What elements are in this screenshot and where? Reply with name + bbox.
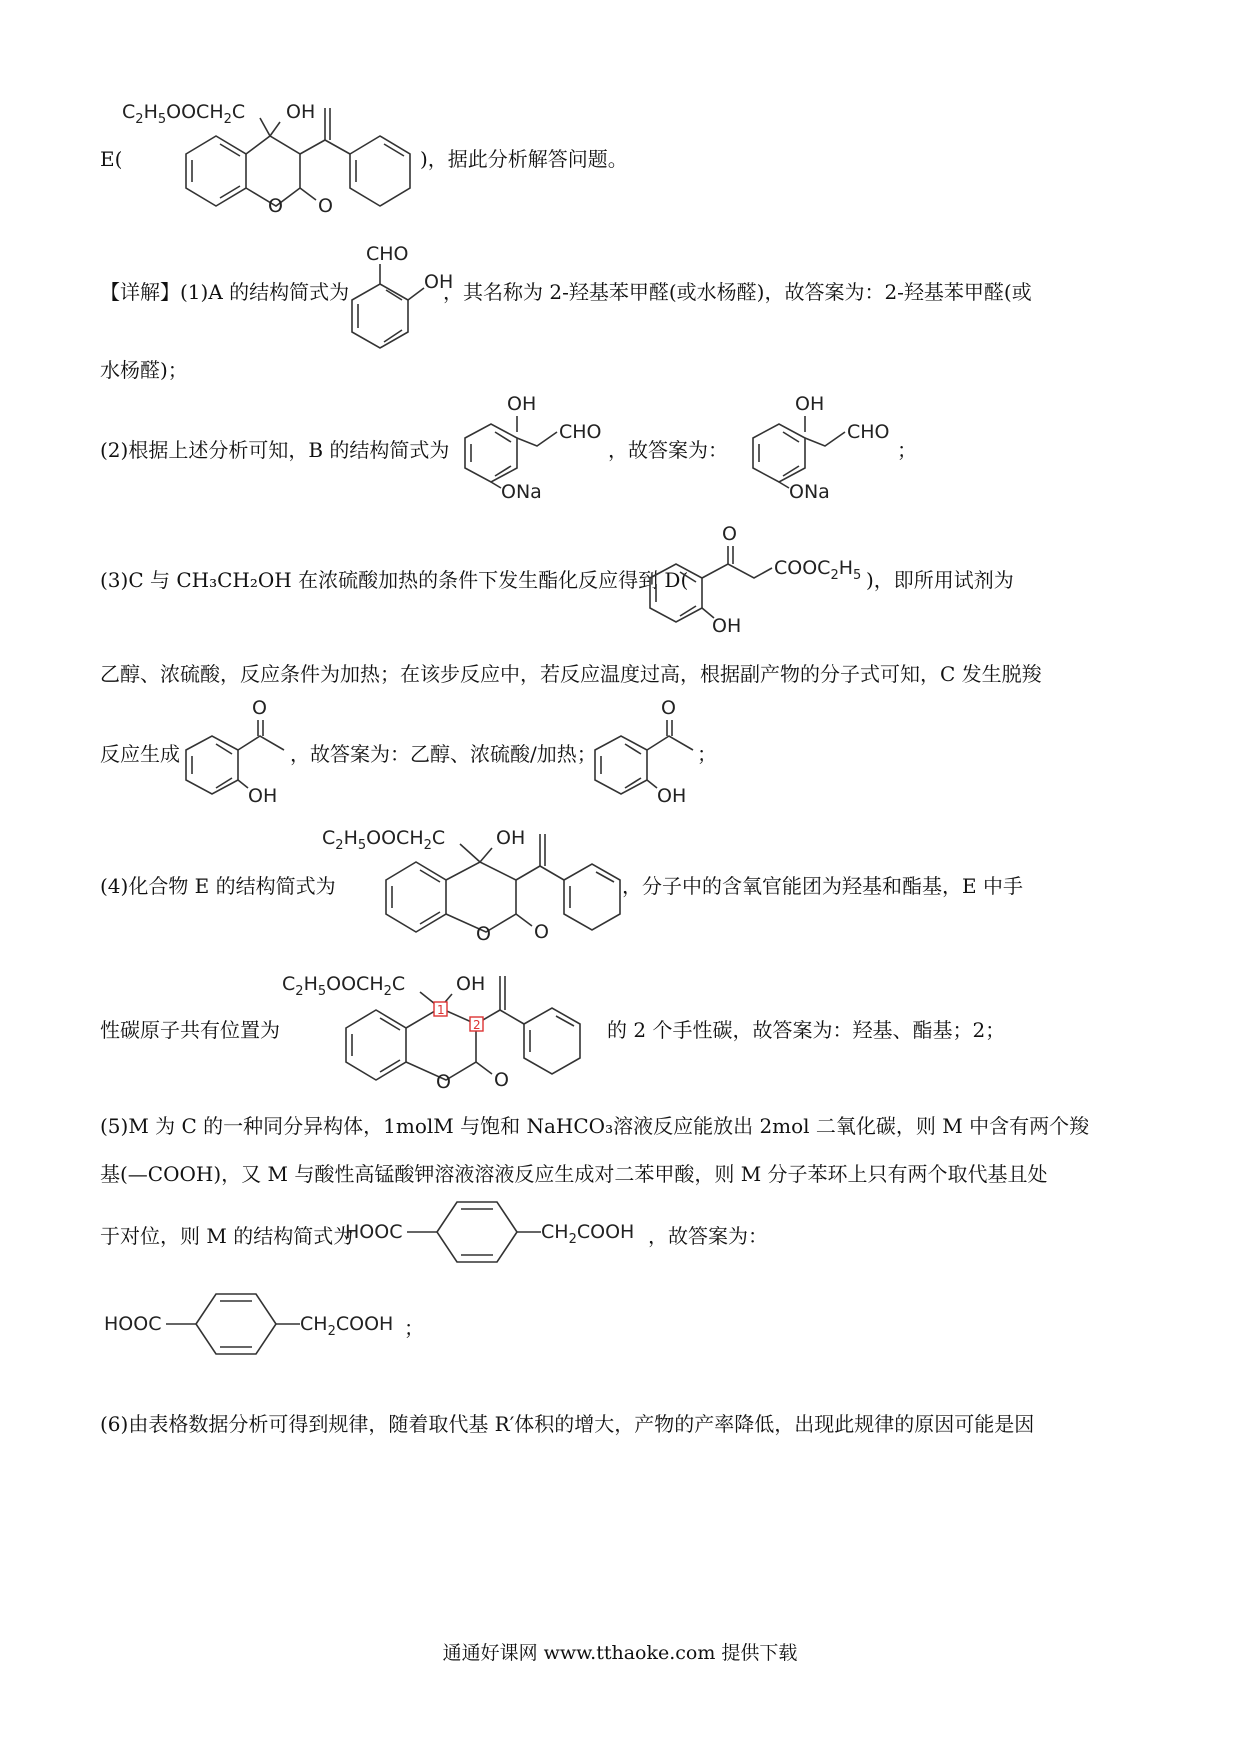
- compound-e-structure: [120, 96, 440, 226]
- ring-oxygen-label: O: [268, 195, 283, 217]
- svg-text:O: O: [661, 697, 676, 719]
- e-prefix: E(: [100, 147, 123, 171]
- svg-text:OH: OH: [248, 785, 278, 807]
- svg-text:CHO: CHO: [847, 421, 890, 443]
- ester-group-label: $C_2H_5OOCH_2C$: [282, 973, 406, 999]
- p6-line1: (6)由表格数据分析可得到规律，随着取代基 R′体积的增大，产物的产率降低，出现此规律的原因可能是因: [100, 1412, 1035, 1436]
- p1-cont: 水杨醛)；: [100, 358, 188, 382]
- p3-line3-start: 反应生成: [100, 742, 180, 766]
- p5-line3-end: ，故答案为：: [648, 1224, 768, 1248]
- compound-d-structure: [636, 518, 876, 638]
- svg-text:OH: OH: [712, 615, 742, 637]
- ester-group-label: $C_2H_5OOCH_2C$: [322, 827, 446, 853]
- svg-text:OH: OH: [507, 393, 537, 415]
- svg-text:O: O: [494, 1069, 509, 1091]
- compound-b-structure-2: [723, 388, 903, 504]
- p5-line3-start: 于对位，则 M 的结构简式为: [100, 1224, 354, 1248]
- e-suffix: )，据此分析解答问题。: [420, 147, 628, 171]
- svg-text:O: O: [436, 1071, 451, 1093]
- svg-text:OH: OH: [424, 271, 454, 293]
- p3-cont: 乙醇、浓硫酸，反应条件为加热；在该步反应中，若反应温度过高，根据副产物的分子式可知，C 发生脱羧: [100, 662, 1042, 686]
- svg-text:HOOC: HOOC: [104, 1313, 162, 1335]
- p5-end: ；: [404, 1316, 424, 1340]
- svg-text:ONa: ONa: [789, 481, 830, 503]
- svg-text:1: 1: [437, 1003, 445, 1017]
- p3-start: (3)C 与 CH₃CH₂OH 在浓硫酸加热的条件下发生酯化反应得到 D(: [100, 568, 689, 592]
- p4-start: (4)化合物 E 的结构简式为: [100, 874, 336, 898]
- p5-line2: 基(—COOH)，又 M 与酸性高锰酸钾溶液溶液反应生成对二苯甲酸，则 M 分子苯环上只有两个取代基且处: [100, 1162, 1048, 1186]
- ch2cooh-label: $CH_2COOH$: [300, 1313, 394, 1339]
- svg-text:OH: OH: [795, 393, 825, 415]
- compound-b-structure-1: [435, 388, 615, 504]
- p5-line1: (5)M 为 C 的一种同分异构体，1molM 与饱和 NaHCO₃溶液反应能放出 2mol 二氧化碳，则 M 中含有两个羧: [100, 1114, 1090, 1138]
- svg-text:2: 2: [473, 1018, 481, 1032]
- compound-m-structure-1: [345, 1192, 655, 1272]
- salicylaldehyde-structure: [340, 240, 460, 360]
- svg-text:O: O: [534, 921, 549, 943]
- p1-start: 【详解】(1)A 的结构简式为: [100, 280, 350, 304]
- svg-text:OH: OH: [496, 827, 526, 849]
- svg-text:O: O: [476, 923, 491, 945]
- p3-line3-mid: ，故答案为：乙醇、浓硫酸/加热；: [290, 742, 597, 766]
- svg-text:OH: OH: [456, 973, 486, 995]
- p2-end: ；: [897, 438, 917, 462]
- p3-mid: )，即所用试剂为: [866, 568, 1014, 592]
- compound-m-structure-2: [104, 1284, 414, 1364]
- compound-e-chiral-structure: [280, 960, 610, 1100]
- hydroxyl-label: OH: [286, 101, 316, 123]
- p4-cont: 性碳原子共有位置为: [100, 1018, 280, 1042]
- p1-end: ，其名称为 2-羟基苯甲醛(或水杨醛)，故答案为：2-羟基苯甲醛(或: [443, 280, 1032, 304]
- hydroxyacetophenone-structure-1: [178, 694, 308, 806]
- svg-text:ONa: ONa: [501, 481, 542, 503]
- svg-text:OH: OH: [657, 785, 687, 807]
- ch2cooh-label: $CH_2COOH$: [541, 1221, 635, 1247]
- compound-e-structure-2: [320, 822, 640, 952]
- ethyl-ester-label: $COOC_2H_5$: [774, 557, 862, 583]
- p3-line3-end: ；: [697, 742, 717, 766]
- ester-group-label: $C_2H_5OOCH_2C$: [122, 101, 246, 127]
- svg-text:CHO: CHO: [366, 243, 409, 265]
- p4-mid: ，分子中的含氧官能团为羟基和酯基，E 中手: [622, 874, 1023, 898]
- svg-text:HOOC: HOOC: [345, 1221, 403, 1243]
- p2-start: (2)根据上述分析可知，B 的结构简式为: [100, 438, 450, 462]
- p4-end: 的 2 个手性碳，故答案为：羟基、酯基；2；: [607, 1018, 1006, 1042]
- svg-text:O: O: [722, 523, 737, 545]
- carbonyl-oxygen-label: O: [318, 195, 333, 217]
- svg-text:CHO: CHO: [559, 421, 602, 443]
- page-footer: 通通好课网 www.tthaoke.com 提供下载: [442, 1642, 798, 1664]
- svg-text:O: O: [252, 697, 267, 719]
- p2-mid: ，故答案为：: [608, 438, 728, 462]
